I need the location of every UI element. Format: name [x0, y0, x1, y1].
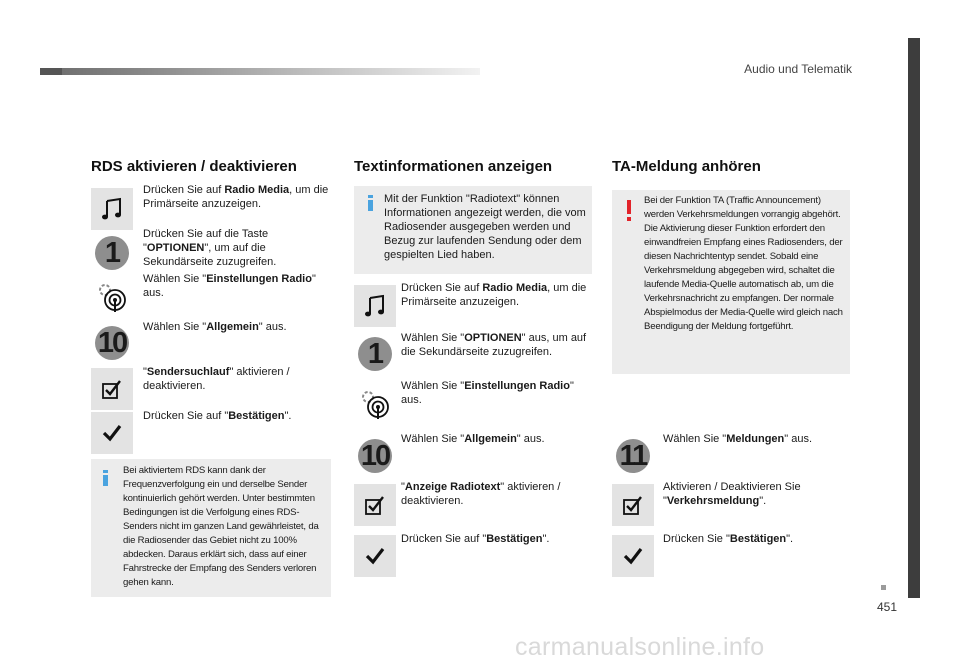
radio-settings-icon [354, 383, 396, 425]
col3-note: Bei der Funktion TA (Traffic Announcement) werden Verkehrsmeldungen vorrangig abgehört. Die Aktivierung dieser Funktion erfordert den einwandfreien Empfang eines Radiosenders, der diesen Nachrichtentyp sendet. Sobald eine Verkehrsmeldung abgegeben wird, schaltet die laufende Media-Quelle automatisch ab, um die Verkehrsnachricht zu empfangen. Der normale Abspielmodus der Media-Quelle wird gleich nach Beendigung der Meldung fortgeführt. [644, 195, 843, 332]
number-10-icon: 10 [91, 322, 133, 364]
col2-note: Mit der Funktion "Radiotext" können Informationen angezeigt werden, die vom Radiosender ausgegeben werden und Bezug zur laufenden Sendung oder dem gespielten Lied haben. [384, 193, 586, 261]
music-note-icon [91, 188, 133, 230]
checkbox-icon [612, 484, 654, 526]
col2-step4: Wählen Sie "Allgemein" aus. [401, 433, 545, 445]
col3-step3: Drücken Sie "Bestätigen". [663, 533, 794, 545]
col1-step1: Drücken Sie auf Radio Media, um die Primärseite anzuzeigen. [143, 184, 329, 210]
col1-note: Bei aktiviertem RDS kann dank der Frequenzverfolgung ein und derselbe Sender kontinuierlich gehört werden. Unter bestimmten Bedingungen ist die Verfolgung eines RDS-Senders nicht im ganzen Land gewährleistet, da die Radiosender das Gebiet nicht zu 100% abdecken. Daraus erklärt sich, dass auf einer Fahrstrecke der Empfang des Senders verloren gehen kann. [123, 465, 319, 588]
col2-step3: Wählen Sie "Einstellungen Radio" aus. [401, 380, 574, 406]
info-icon [103, 470, 109, 484]
number-1-icon: 1 [354, 333, 396, 375]
col2-info-box [354, 186, 592, 274]
col2-step2: Wählen Sie "OPTIONEN" aus, um auf die Sekundärseite zuzugreifen. [401, 332, 587, 358]
col1-step5: "Sendersuchlauf" aktivieren / deaktivieren. [143, 366, 290, 392]
number-10-icon: 10 [354, 435, 396, 477]
header-gradient-bar [40, 68, 480, 75]
col3-warning-box [612, 190, 850, 374]
header-bar-accent [40, 68, 62, 75]
number-1-icon: 1 [91, 232, 133, 274]
confirm-check-icon [91, 412, 133, 454]
checkbox-icon [354, 484, 396, 526]
col1-step2: Drücken Sie auf die Taste "OPTIONEN", um auf die Sekundärseite zuzugreifen. [143, 228, 277, 268]
warning-icon [627, 200, 633, 214]
checkbox-icon [91, 368, 133, 410]
radio-settings-icon [91, 276, 133, 318]
col3-step2: Aktivieren / Deaktivieren Sie "Verkehrsmeldung". [663, 481, 801, 507]
page-marker [881, 585, 886, 590]
col2-title: Textinformationen anzeigen [354, 158, 553, 175]
col1-info-box [91, 459, 331, 597]
page-side-strip [908, 38, 920, 598]
col1-step4: Wählen Sie "Allgemein" aus. [143, 321, 287, 333]
watermark: carmanualsonline.info [515, 633, 765, 661]
number-11-icon: 11 [612, 435, 654, 477]
info-icon [368, 195, 374, 209]
col2-step1: Drücken Sie auf Radio Media, um die Primärseite anzuzeigen. [401, 282, 587, 308]
confirm-check-icon [354, 535, 396, 577]
confirm-check-icon [612, 535, 654, 577]
page-number: 451 [877, 600, 898, 614]
col2-step6: Drücken Sie auf "Bestätigen". [401, 533, 550, 545]
col3-title: TA-Meldung anhören [612, 158, 761, 175]
col2-step5: "Anzeige Radiotext" aktivieren / deaktivieren. [401, 481, 561, 507]
section-title: Audio und Telematik [744, 62, 852, 76]
col3-step1: Wählen Sie "Meldungen" aus. [663, 433, 813, 445]
music-note-icon [354, 285, 396, 327]
col1-step6: Drücken Sie auf "Bestätigen". [143, 410, 292, 422]
col1-step3: Wählen Sie "Einstellungen Radio" aus. [143, 273, 316, 299]
col1-title: RDS aktivieren / deaktivieren [91, 158, 297, 175]
